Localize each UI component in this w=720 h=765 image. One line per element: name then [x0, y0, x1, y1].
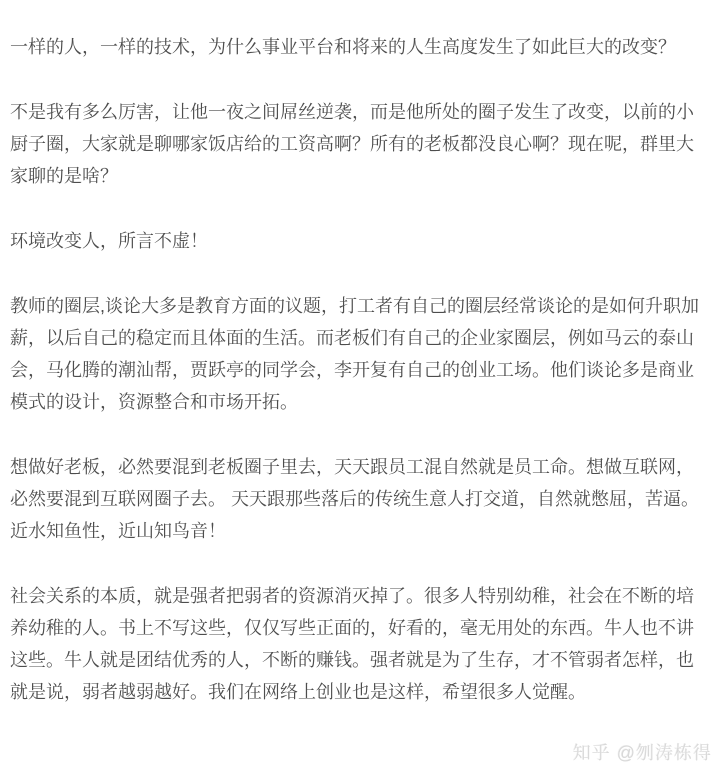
zhihu-brand-text: 知乎 [572, 743, 611, 763]
paragraph-question: 一样的人，一样的技术，为什么事业平台和将来的人生高度发生了如此巨大的改变？ [10, 37, 676, 57]
paragraph-boss-circle: 想做好老板，必然要混到老板圈子里去，天天跟员工混自然就是员工命。想做互联网，必然要混到互联网圈子去。 天天跟那些落后的传统生意人打交道，自然就憋屈，苦逼。近水知鱼性，近山知鸟音！ [10, 457, 699, 541]
paragraph-social-relations: 社会关系的本质，就是强者把弱者的资源消灭掉了。很多人特别幼稚，社会在不断的培养幼稚的人。书上不写这些，仅仅写些正面的，好看的，毫无用处的东西。牛人也不讲这些。牛人就是团结优秀的人，不断的赚钱。强者就是为了生存，才不管弱者怎样，也就是说，弱者越弱越好。我们在网络上创业也是这样，希望很多人觉醒。 [10, 586, 694, 702]
watermark [0, 741, 720, 765]
paragraph-environment: 环境改变人，所言不虚！ [10, 231, 208, 251]
paragraph-circles-examples: 教师的圈层,谈论大多是教育方面的议题，打工者有自己的圈层经常谈论的是如何升职加薪，以后自己的稳定而且体面的生活。而老板们有自己的企业家圈层，例如马云的泰山会，马化腾的潮汕帮，贾跃亭的同学会，李开复有自己的创业工场。他们谈论多是商业模式的设计，资源整合和市场开拓。 [10, 296, 699, 412]
author-handle: @刎涛栋得 [616, 743, 712, 763]
paragraph-circle-change: 不是我有多么厉害，让他一夜之间屌丝逆袭，而是他所处的圈子发生了改变，以前的小厨子圈，大家就是聊哪家饭店给的工资高啊？所有的老板都没良心啊？现在呢，群里大家聊的是啥？ [10, 102, 694, 186]
